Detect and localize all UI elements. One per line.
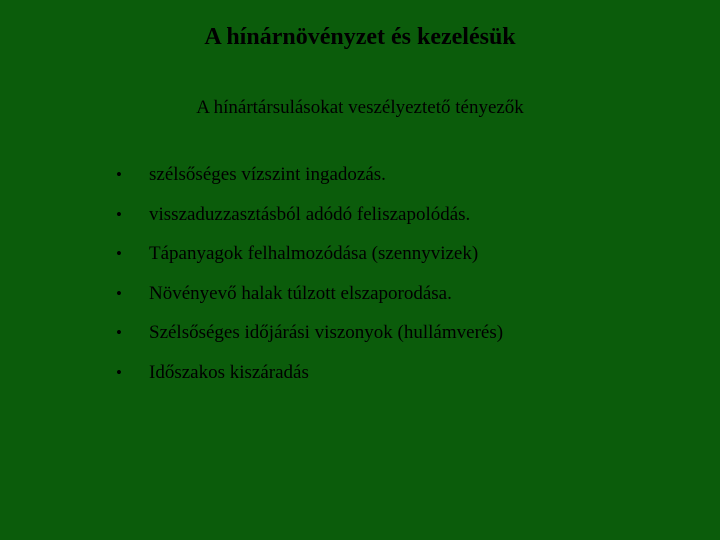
bullet-item — [116, 241, 503, 281]
slide-title: A hínárnövényzet és kezelésük — [204, 24, 516, 50]
bullet-icon: • — [116, 283, 122, 303]
bullet-item — [116, 360, 503, 400]
bullet-text: szélsőséges vízszint ingadozás. — [149, 164, 386, 185]
bullet-item — [116, 281, 503, 321]
bullet-text: visszaduzzasztásból adódó feliszapolódás. — [149, 203, 471, 225]
bullet-icon: • — [116, 204, 122, 224]
bullet-icon: • — [116, 165, 122, 184]
bullet-item — [116, 202, 503, 242]
bullet-icon: • — [116, 244, 122, 263]
bullet-text: Tápanyagok felhalmozódása (szennyvizek) — [149, 243, 479, 264]
bullet-icon: • — [116, 323, 122, 342]
slide-subtitle: A hínártársulásokat veszélyeztető tényezők — [196, 97, 524, 118]
bullet-text: Szélsőséges időjárási viszonyok (hullámverés) — [149, 322, 504, 343]
bullet-icon: • — [116, 362, 122, 382]
bullet-text: Növényevő halak túlzott elszaporodása. — [149, 282, 452, 304]
bullet-item — [116, 162, 503, 202]
bullet-list — [116, 162, 503, 399]
bullet-item — [116, 320, 503, 360]
bullet-text: Időszakos kiszáradás — [149, 361, 309, 383]
